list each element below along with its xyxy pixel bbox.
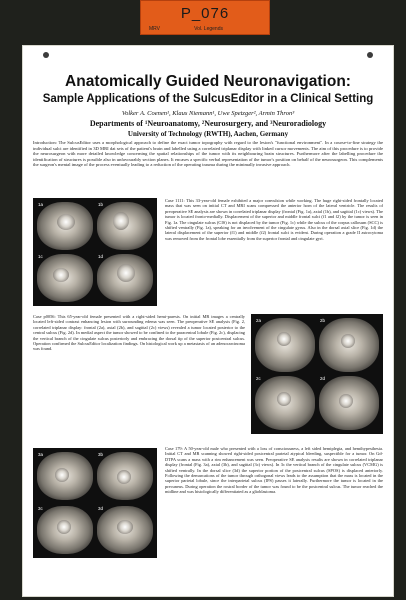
fig-label: 2b — [320, 318, 326, 323]
fig-label: 3a — [38, 452, 44, 457]
case-2-text: Case p0056: This 65-year-old female presented with a right-sided hemi-paresis. On initial MR images a centrally located left-sided contrast enhancing lesion with surrounding edema was seen. The preoperative SE analysis (Fig. 2, correlated triplanar display: frontal (2a), axial (2b), and sagittal (2c) views) revealed a tumor located posterior to the central sulcus (Fig. 2d). In medial aspect the tumor showed to be confined to the paracentral lobule (Fig. 2c), displacing the vertical branch of the cingulate sulcus posteriorly and embracing the dorsal tip of the superior postcentral sulcus. Operation confirmed the SulcusEditor localization findings. On histological work up a metastasis of an adenocarcinoma was found. — [33, 314, 245, 352]
departments: Departments of ¹Neuroanatomy, ²Neurosurgery, and ³Neuroradiology — [89, 119, 327, 128]
introduction-text: Introduction: The SulcusEditor uses a morphological approach to define the exact tumor topography with regard to the lesion's "functional environment". In a course-to-fine strategy the individual sulci are identified in 3D MRI dat sets of the patient's brain and labelled using a correlated triplanar display with linked cursor movements. The aim of this procedure is to provide the neurosurgeon with more detailed knowledge concerning the spatial relationships of the tumor with its neighbouring brain structures. Furthermore after the labelling procedure the identification of structures is possible also in unfavourably section planes. It encases a specific verbal representation of the tumor's position on behalf of the neurosurgeon. This complements the surgeon's mental image of the process eventually leading to a reduction of the operating trauma during the minimally invasive approach. — [33, 140, 383, 168]
figure-1-mri — [33, 198, 157, 306]
poster — [22, 45, 394, 597]
poster-number: P_076 — [180, 5, 230, 22]
pin-icon — [43, 52, 49, 58]
fig-label: 1d — [98, 254, 104, 259]
case-3-text: Case 179: A 50-year-old male who presented with a loss of consciousness, a left sided hemiplegia, and hemihypesthesia. Initial CT and MR scanning showed right-sided postcentral parietal atypical bleeding, suspectible for a tumor. On Gd-DTPA scans a mass with a rim enhancement was seen. Preoperative SE analysis results are shown in correlated triplanar display (frontal (Fig. 3a), axial (3b), and sagittal (3c) views). In 3c the vertical branch of the cingulate sulcus (VCMG) is shifted ventrally. In the dorsal slice (3d) the superior portion of the postcentral sulcus (SPOS) is displaced anteriorly. Following the demarcations of the tumor through orthogonal views leads to the assumption that the mass is located in the superior parietal lobule, since the interparietal sulcus (IPS) passes it laterally. Furthermore the tumor is located in the precuneus. During operation the rostral border of the tumor was found to be the postcentral sulcus. The tumor reached the midline and was histologically differentiated as a glioblastoma. — [165, 446, 383, 495]
case-1-text: Case 1111: This 33-year-old female exhibited a major convulsion while working. The huge right-sided frontally located mass that was seen on initial CT and MRI scans compressed the anterior horn of the lateral ventricle. The results of preoperative SE analysis are shown in correlated triplanar display (frontal (Fig. 1a), axial (1b), and sagittal (1c) views). The tumor is located fronto-medially. Displacement of the superior and middle frontal sulci (f1 and f2) by the tumor is seen in Fig. 1a. The cingulate sulcus (CIS) is not displaced by the tumor (Fig. 1c) while the sulcus of the corpus callosum (SCC) is shifted ventrally (Fig. 1a), speaking for an involvement of the cingulate gyrus. Also in the dorsal axial slice (Fig. 1d) the lateral displacement of the superior (f1) and middle (f2) frontal sulci is evident. During operation a grade II astrocytoma was removed from the frontal lobe essentially from the superior frontal and cingulate gyri. — [165, 198, 383, 241]
fig-label: 1b — [98, 202, 104, 207]
university: University of Technology (RWTH), Aachen, Germany — [127, 130, 289, 138]
poster-subtitle: Sample Applications of the SulcusEditor in a Clinical Setting — [42, 93, 374, 105]
fig-label: 2d — [320, 376, 326, 381]
badge-brand: MRV — [149, 26, 161, 32]
badge-subtext: Vol. Legends — [194, 26, 223, 32]
figure-2-mri — [251, 314, 383, 434]
fig-label: 2a — [256, 318, 262, 323]
figure-3-mri — [33, 448, 157, 558]
fig-label: 1c — [38, 254, 43, 259]
pin-icon — [367, 52, 373, 58]
fig-label: 2c — [256, 376, 261, 381]
poster-title: Anatomically Guided Neuronavigation: — [65, 73, 351, 90]
poster-number-badge — [140, 0, 270, 35]
fig-label: 1a — [38, 202, 44, 207]
fig-label: 3b — [98, 452, 104, 457]
fig-label: 3c — [38, 506, 43, 511]
fig-label: 3d — [98, 506, 104, 511]
authors: Volker A. Coenen¹, Klaus Niemann¹, Uwe Spetzger², Armin Thron³ — [121, 110, 295, 117]
